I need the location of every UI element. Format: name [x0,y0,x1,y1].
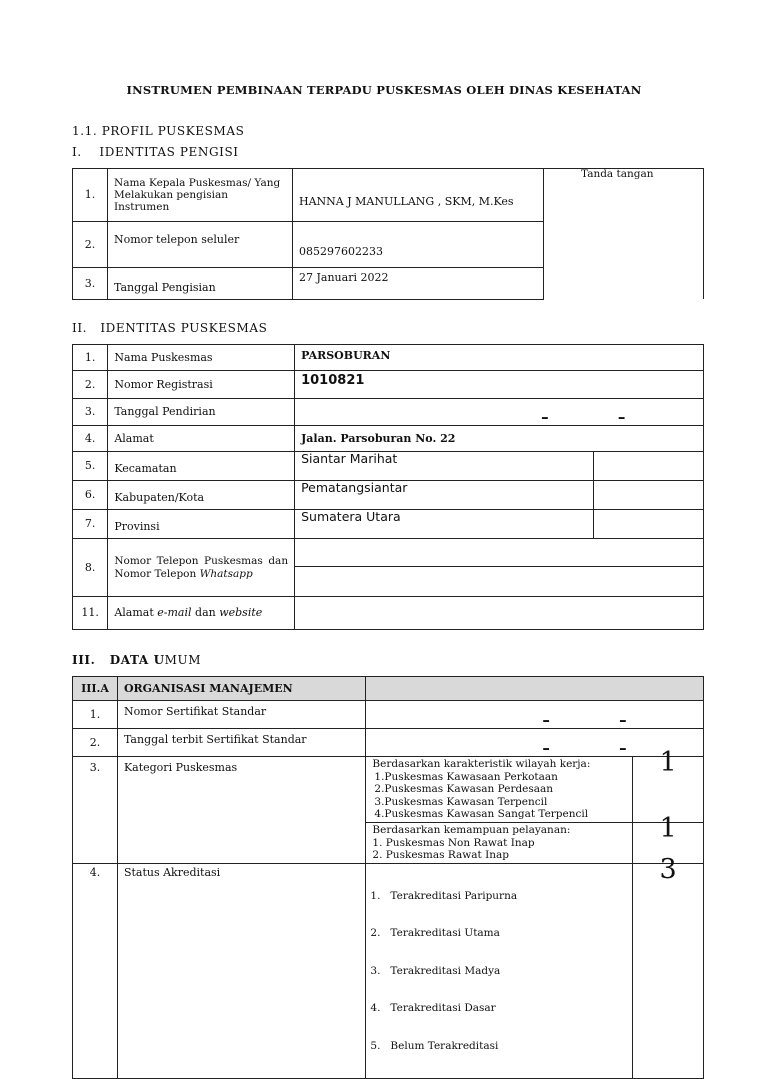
header-label: ORGANISASI MANAJEMEN [117,677,365,701]
row-number: 8. [73,539,108,597]
date-dashes: – – [541,408,658,426]
table-row [73,757,704,823]
table-row [73,371,704,399]
table-row [73,481,704,510]
header-blank [366,677,704,701]
dan-label-text: dan [195,606,216,619]
row-number: 7. [73,510,108,539]
email-website-value[interactable] [295,597,704,630]
section-identitas-puskesmas-heading: II. IDENTITAS PUSKESMAS [72,321,268,335]
field-label [108,597,295,630]
tanggal-sertifikat-value[interactable] [366,729,704,757]
row-number: 3. [73,757,118,864]
section-profil-heading: 1.1. PROFIL PUSKESMAS [72,124,245,138]
kecamatan-extra-cell[interactable] [593,452,703,481]
akreditasi-answer[interactable]: 3 [633,863,704,1079]
layanan-option: 2. Puskesmas Rawat Inap [372,849,509,861]
field-label: Provinsi [108,510,295,539]
section-identitas-pengisi-heading: I. IDENTITAS PENGISI [72,145,239,159]
date-dashes: – – [542,739,659,757]
email-label-text: e-mail [157,606,192,619]
layanan-title: Berdasarkan kemampuan pelayanan: [372,824,571,836]
field-label: Kecamatan [108,452,295,481]
alamat-label-text: Alamat [114,606,154,619]
akreditasi-options-cell [366,863,633,1079]
table-row [73,863,704,1079]
nama-puskesmas-value[interactable]: PARSOBURAN [295,345,704,371]
tanggal-pendirian-value[interactable] [295,399,704,426]
alamat-value[interactable]: Jalan. Parsoburan No. 22 [295,426,704,452]
data-umum-heading-bold: III. DATA U [72,653,165,667]
kabupaten-value[interactable]: Pematangsiantar [295,481,594,510]
row-number: 1. [73,701,118,729]
field-label [108,539,295,597]
field-label: Nama Puskesmas [108,345,295,371]
header-code: III.A [73,677,118,701]
row-number: 3. [73,268,108,300]
wilayah-answer[interactable]: 1 [633,757,704,823]
table-row [73,222,544,268]
layanan-option: 1. Puskesmas Non Rawat Inap [372,836,535,849]
website-label-text: website [219,606,263,619]
row-number: 6. [73,481,108,510]
row-number: 5. [73,452,108,481]
field-label: Kabupaten/Kota [108,481,295,510]
table-row [73,268,544,300]
telepon-label-text: Nomor Telepon Puskesmas dan Nomor Telepon [114,554,289,580]
table-row [73,729,704,757]
field-label: Status Akreditasi [117,863,365,1079]
table-row [73,169,544,222]
telepon-puskesmas-value[interactable] [295,539,704,567]
field-label: Nomor Registrasi [108,371,295,399]
nomor-sertifikat-value[interactable] [366,701,704,729]
table-header-row [73,677,704,701]
document-title: INSTRUMEN PEMBINAAN TERPADU PUSKESMAS OLEH DINAS KESEHATAN [126,83,642,97]
table-row [73,399,704,426]
kabupaten-extra-cell[interactable] [593,481,703,510]
identitas-puskesmas-table [72,344,704,630]
row-number: 2. [73,222,108,268]
wilayah-title: Berdasarkan karakteristik wilayah kerja: [372,758,591,770]
field-label: Nomor telepon seluler [108,222,293,268]
kepala-puskesmas-value[interactable]: HANNA J MANULLANG , SKM, M.Kes [293,169,544,222]
kecamatan-value[interactable]: Siantar Marihat [295,452,594,481]
table-row [73,345,704,371]
identitas-pengisi-table [72,168,544,300]
akreditasi-option: 2. Terakreditasi Utama [370,927,500,939]
table-row [73,426,704,452]
date-dashes: – – [542,711,659,729]
telepon-whatsapp-value[interactable] [295,567,704,597]
field-label: Tanggal Pengisian [108,268,293,300]
data-umum-table [72,676,704,1079]
table-row [73,452,704,481]
row-number: 4. [73,863,118,1079]
row-number: 4. [73,426,108,452]
akreditasi-option: 4. Terakreditasi Dasar [370,1002,496,1014]
table-row [73,701,704,729]
row-number: 1. [73,345,108,371]
section-data-umum-heading [72,653,201,667]
layanan-answer[interactable]: 1 [633,823,704,864]
table-row [73,539,704,567]
row-number: 2. [73,371,108,399]
kategori-layanan-cell [366,823,633,864]
table-row [73,597,704,630]
wilayah-option: 4.Puskesmas Kawasan Sangat Terpencil [374,808,589,820]
row-number: 1. [73,169,108,222]
field-label: Kategori Puskesmas [117,757,365,864]
field-label: Tanggal terbit Sertifikat Standar [117,729,365,757]
field-label: Nama Kepala Puskesmas/ Yang Melakukan pengisian Instrumen [108,169,293,222]
row-number: 11. [73,597,108,630]
signature-label: Tanda tangan [581,168,654,180]
field-label: Alamat [108,426,295,452]
nomor-registrasi-value[interactable]: 1010821 [295,371,704,399]
tanggal-pengisian-value[interactable]: 27 Januari 2022 [293,268,544,300]
row-number: 3. [73,399,108,426]
provinsi-extra-cell[interactable] [593,510,703,539]
kategori-wilayah-cell [366,757,633,823]
table-row [73,510,704,539]
provinsi-value[interactable]: Sumatera Utara [295,510,594,539]
wilayah-option: 1.Puskesmas Kawasaan Perkotaan [374,770,558,783]
akreditasi-option: 1. Terakreditasi Paripurna [370,889,518,902]
field-label: Nomor Sertifikat Standar [117,701,365,729]
field-label: Tanggal Pendirian [108,399,295,426]
telepon-seluler-value[interactable]: 085297602233 [293,222,544,268]
data-umum-heading-rest: MUM [164,653,202,667]
wilayah-option: 2.Puskesmas Kawasan Perdesaan [374,783,554,795]
signature-box-right [703,168,704,299]
akreditasi-option: 3. Terakreditasi Madya [370,964,501,977]
wilayah-option: 3.Puskesmas Kawasan Terpencil [374,795,548,808]
akreditasi-option: 5. Belum Terakreditasi [370,1039,499,1052]
row-number: 2. [73,729,118,757]
whatsapp-label-text: Whatsapp [199,567,253,580]
